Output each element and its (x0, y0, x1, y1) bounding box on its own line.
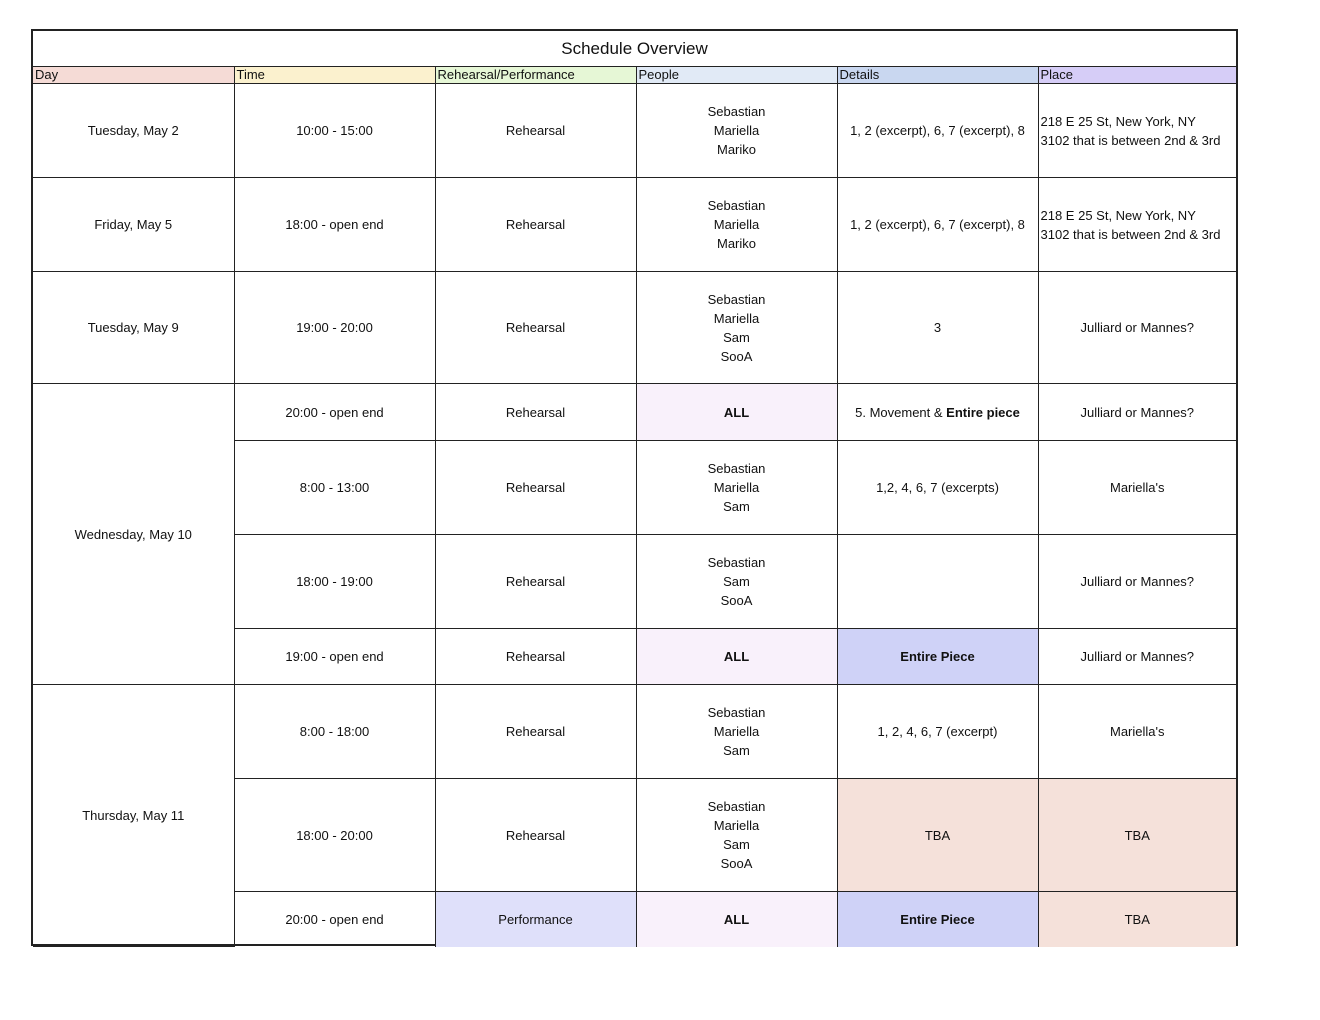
people-cell[interactable] (636, 441, 837, 535)
place-cell[interactable]: Julliard or Mannes? (1038, 535, 1236, 629)
table-row (33, 178, 1236, 272)
type-cell[interactable]: Rehearsal (435, 178, 636, 272)
person-name: Sebastian (707, 461, 766, 476)
type-cell[interactable]: Rehearsal (435, 535, 636, 629)
schedule-table (33, 67, 1236, 947)
header-details[interactable]: Details (837, 67, 1038, 84)
header-day[interactable]: Day (33, 67, 234, 84)
person-name: Sam (723, 329, 750, 345)
place-cell-tba[interactable]: TBA (1038, 779, 1236, 892)
time-cell[interactable]: 18:00 - 20:00 (234, 779, 435, 892)
table-row (33, 685, 1236, 779)
person-name: Mariella (713, 818, 760, 833)
day-cell[interactable]: Tuesday, May 2 (33, 84, 234, 178)
schedule-sheet (31, 29, 1238, 946)
place-line: 218 E 25 St, New York, NY (1040, 207, 1196, 223)
place-line: 3102 that is between 2nd & 3rd (1040, 226, 1221, 242)
sheet-title: Schedule Overview (33, 31, 1236, 67)
type-cell[interactable]: Rehearsal (435, 779, 636, 892)
time-cell[interactable]: 18:00 - 19:00 (234, 535, 435, 629)
person-name: Sam (723, 837, 750, 852)
person-name: Sebastian (707, 291, 766, 307)
place-cell[interactable]: Mariella's (1038, 685, 1236, 779)
type-cell[interactable]: Rehearsal (435, 685, 636, 779)
people-cell[interactable] (636, 535, 837, 629)
details-cell[interactable]: 1,2, 4, 6, 7 (excerpts) (837, 441, 1038, 535)
place-line: 3102 that is between 2nd & 3rd (1040, 132, 1221, 148)
details-cell[interactable]: 3 (837, 272, 1038, 384)
person-name: Mariella (713, 724, 760, 739)
type-cell[interactable]: Rehearsal (435, 272, 636, 384)
place-cell[interactable] (1038, 178, 1236, 272)
details-cell[interactable]: 1, 2 (excerpt), 6, 7 (excerpt), 8 (837, 178, 1038, 272)
person-name: Sebastian (707, 555, 766, 570)
header-people[interactable]: People (636, 67, 837, 84)
details-cell[interactable]: 1, 2, 4, 6, 7 (excerpt) (837, 685, 1038, 779)
header-time[interactable]: Time (234, 67, 435, 84)
table-row (33, 384, 1236, 441)
person-name: Mariella (713, 310, 760, 326)
person-name: Sebastian (707, 799, 766, 814)
day-cell[interactable]: Friday, May 5 (33, 178, 234, 272)
header-type[interactable]: Rehearsal/Performance (435, 67, 636, 84)
time-cell[interactable]: 8:00 - 13:00 (234, 441, 435, 535)
people-cell[interactable] (636, 779, 837, 892)
person-name: Mariella (713, 217, 760, 232)
details-cell-tba[interactable]: TBA (837, 779, 1038, 892)
time-cell[interactable]: 19:00 - open end (234, 629, 435, 685)
details-cell-entire-piece[interactable]: Entire Piece (837, 629, 1038, 685)
day-cell[interactable]: Wednesday, May 10 (33, 384, 234, 685)
person-name: Sebastian (707, 198, 766, 213)
type-cell[interactable]: Rehearsal (435, 629, 636, 685)
time-cell[interactable]: 10:00 - 15:00 (234, 84, 435, 178)
header-place[interactable]: Place (1038, 67, 1236, 84)
details-cell[interactable]: 1, 2 (excerpt), 6, 7 (excerpt), 8 (837, 84, 1038, 178)
person-name: Mariko (716, 142, 756, 157)
time-cell[interactable]: 19:00 - 20:00 (234, 272, 435, 384)
type-cell[interactable]: Rehearsal (435, 441, 636, 535)
place-line: 218 E 25 St, New York, NY (1040, 113, 1196, 129)
details-cell-entire-piece[interactable]: Entire Piece (837, 892, 1038, 947)
place-cell[interactable] (1038, 84, 1236, 178)
time-cell[interactable]: 20:00 - open end (234, 384, 435, 441)
person-name: Sebastian (707, 104, 766, 119)
place-cell-tba[interactable]: TBA (1038, 892, 1236, 947)
details-emphasis: Entire piece (946, 404, 1020, 420)
person-name: Mariella (713, 480, 760, 495)
time-cell[interactable]: 8:00 - 18:00 (234, 685, 435, 779)
person-name: Sam (723, 574, 750, 589)
place-cell[interactable]: Julliard or Mannes? (1038, 272, 1236, 384)
header-row (33, 67, 1236, 84)
people-cell-all[interactable]: ALL (636, 384, 837, 441)
person-name: SooA (720, 348, 753, 364)
person-name: Sam (723, 743, 750, 758)
person-name: SooA (720, 856, 753, 871)
type-cell[interactable]: Rehearsal (435, 384, 636, 441)
day-cell[interactable]: Thursday, May 11 (33, 685, 234, 947)
details-prefix: 5. Movement & (855, 404, 947, 420)
person-name: SooA (720, 593, 753, 608)
person-name: Sam (723, 499, 750, 514)
place-cell[interactable]: Julliard or Mannes? (1038, 384, 1236, 441)
people-cell[interactable] (636, 84, 837, 178)
table-row (33, 84, 1236, 178)
person-name: Mariko (716, 236, 756, 251)
time-cell[interactable]: 20:00 - open end (234, 892, 435, 947)
people-cell-all[interactable]: ALL (636, 892, 837, 947)
people-cell[interactable] (636, 272, 837, 384)
person-name: Sebastian (707, 705, 766, 720)
people-cell[interactable] (636, 685, 837, 779)
type-cell-performance[interactable]: Performance (435, 892, 636, 947)
table-row (33, 272, 1236, 384)
place-cell[interactable]: Julliard or Mannes? (1038, 629, 1236, 685)
people-cell-all[interactable]: ALL (636, 629, 837, 685)
day-cell[interactable]: Tuesday, May 9 (33, 272, 234, 384)
details-cell[interactable] (837, 384, 1038, 441)
place-cell[interactable]: Mariella's (1038, 441, 1236, 535)
details-cell[interactable] (837, 535, 1038, 629)
time-cell[interactable]: 18:00 - open end (234, 178, 435, 272)
type-cell[interactable]: Rehearsal (435, 84, 636, 178)
person-name: Mariella (713, 123, 760, 138)
people-cell[interactable] (636, 178, 837, 272)
